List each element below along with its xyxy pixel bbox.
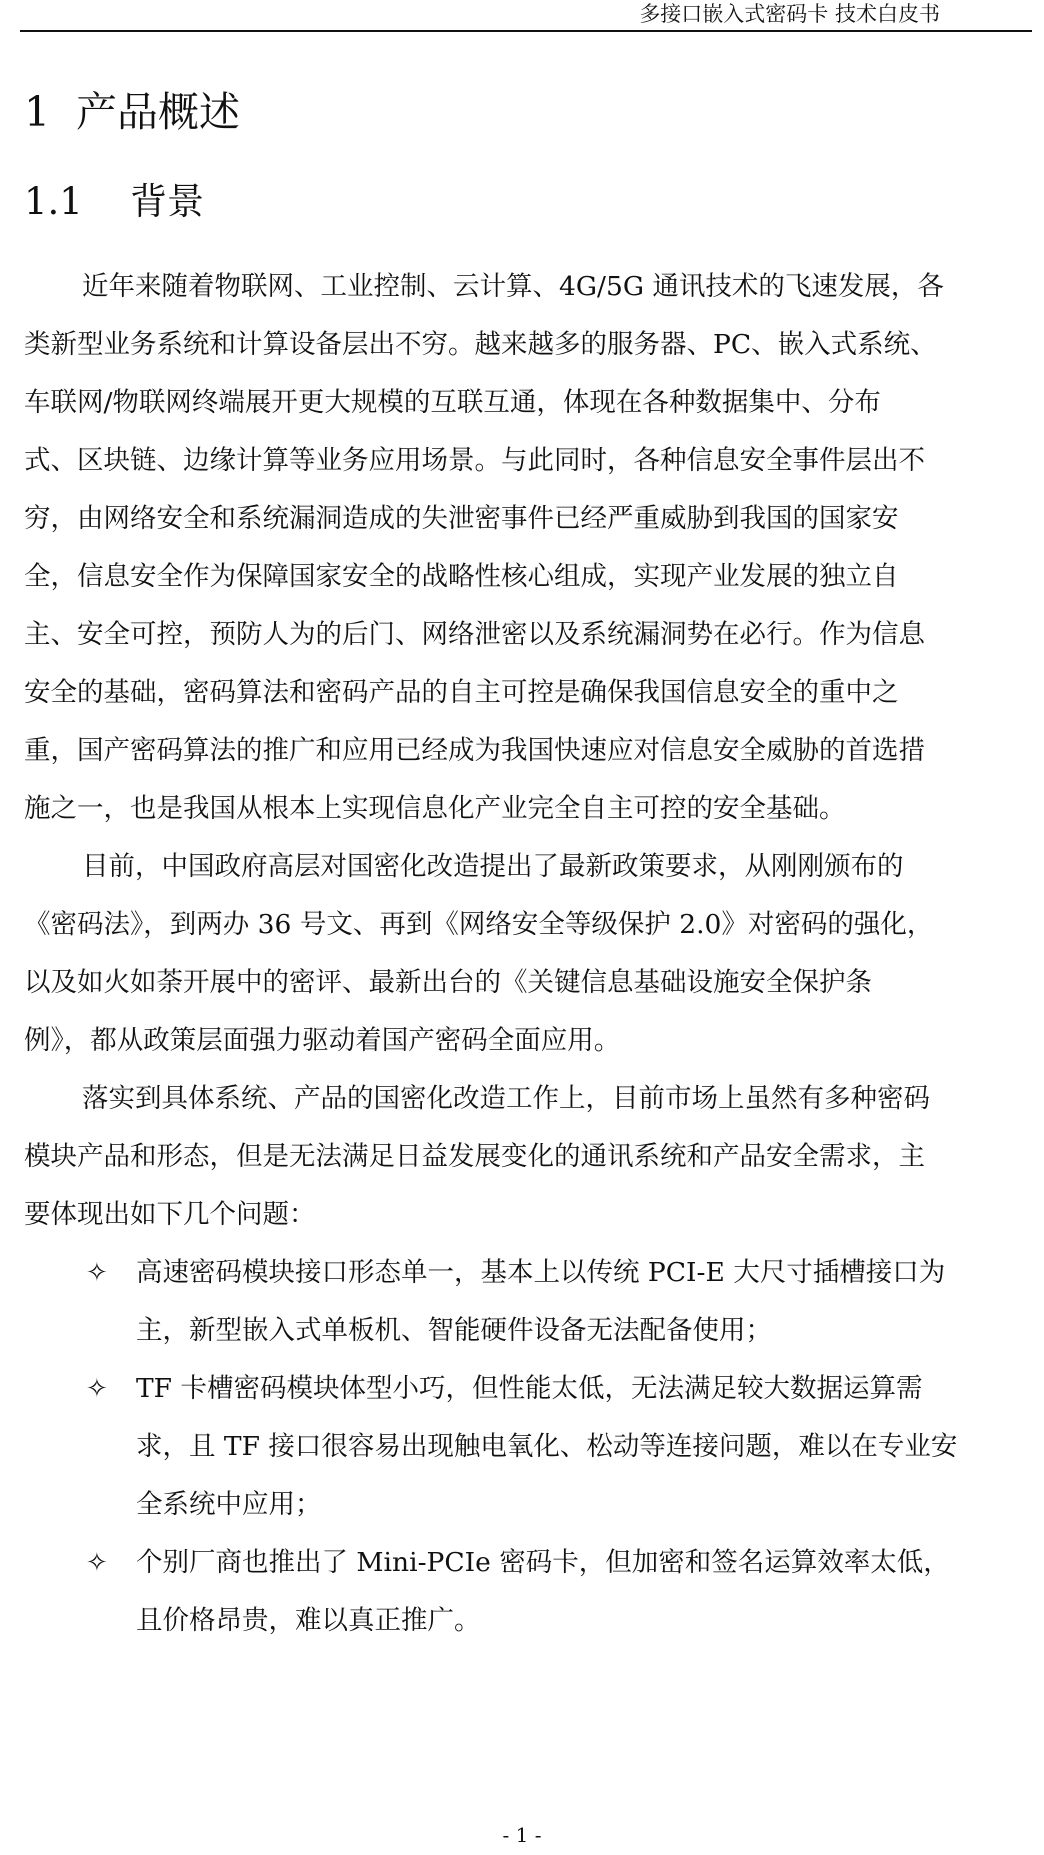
paragraph-1-line: 近年来随着物联网、工业控制、云计算、4G/5G 通讯技术的飞速发展，各 (82, 271, 944, 302)
bullet-1-line: 主，新型嵌入式单板机、智能硬件设备无法配备使用； (136, 1315, 772, 1346)
paragraph-1-line: 全，信息安全作为保障国家安全的战略性核心组成，实现产业发展的独立自 (24, 561, 899, 592)
paragraph-1-line: 施之一，也是我国从根本上实现信息化产业完全自主可控的安全基础。 (24, 793, 846, 824)
chapter-heading (24, 84, 240, 140)
chapter-number: 1 (24, 88, 51, 136)
paragraph-2-line: 以及如火如荼开展中的密评、最新出台的《关键信息基础设施安全保护条 (24, 967, 872, 998)
paragraph-1-line: 类新型业务系统和计算设备层出不穷。越来越多的服务器、PC、嵌入式系统、 (24, 329, 937, 360)
bullet-2-line: 全系统中应用； (136, 1489, 322, 1520)
page-number: - 1 - (502, 1823, 542, 1847)
paragraph-1-line: 重，国产密码算法的推广和应用已经成为我国快速应对信息安全威胁的首选措 (24, 735, 925, 766)
bullet-3-line: 个别厂商也推出了 Mini-PCIe 密码卡，但加密和签名运算效率太低， (136, 1547, 950, 1578)
paragraph-1-line: 式、区块链、边缘计算等业务应用场景。与此同时，各种信息安全事件层出不 (24, 445, 925, 476)
bullet-diamond-icon: ✧ (86, 1258, 108, 1288)
section-title: 背景 (130, 180, 204, 223)
section-number: 1.1 (24, 180, 83, 223)
paragraph-3-line: 落实到具体系统、产品的国密化改造工作上，目前市场上虽然有多种密码 (82, 1083, 930, 1114)
paragraph-3-line: 要体现出如下几个问题： (24, 1199, 316, 1230)
bullet-diamond-icon: ✧ (86, 1374, 108, 1404)
bullet-2-line: 求，且 TF 接口很容易出现触电氧化、松动等连接问题，难以在专业安 (136, 1431, 958, 1462)
bullet-2-line: TF 卡槽密码模块体型小巧，但性能太低，无法满足较大数据运算需 (136, 1373, 923, 1404)
section-heading (24, 176, 204, 228)
paragraph-3-line: 模块产品和形态，但是无法满足日益发展变化的通讯系统和产品安全需求，主 (24, 1141, 925, 1172)
paragraph-2-line: 《密码法》，到两办 36 号文、再到《网络安全等级保护 2.0》对密码的强化， (24, 909, 934, 940)
header-title: 多接口嵌入式密码卡 技术白皮书 (639, 2, 940, 26)
paragraph-1-line: 安全的基础，密码算法和密码产品的自主可控是确保我国信息安全的重中之 (24, 677, 899, 708)
paragraph-2-line: 目前，中国政府高层对国密化改造提出了最新政策要求，从刚刚颁布的 (82, 851, 904, 882)
paragraph-1-line: 主、安全可控，预防人为的后门、网络泄密以及系统漏洞势在必行。作为信息 (24, 619, 925, 650)
bullet-diamond-icon: ✧ (86, 1548, 108, 1578)
bullet-3-line: 且价格昂贵，难以真正推广。 (136, 1605, 481, 1636)
page-header (20, 0, 1032, 32)
paragraph-1-line: 车联网/物联网终端展开更大规模的互联互通，体现在各种数据集中、分布 (24, 387, 881, 418)
paragraph-1-line: 穷，由网络安全和系统漏洞造成的失泄密事件已经严重威胁到我国的国家安 (24, 503, 899, 534)
chapter-title: 产品概述 (76, 88, 240, 136)
bullet-1-line: 高速密码模块接口形态单一，基本上以传统 PCI-E 大尺寸插槽接口为 (136, 1257, 946, 1288)
paragraph-2-line: 例》，都从政策层面强力驱动着国产密码全面应用。 (24, 1025, 621, 1056)
